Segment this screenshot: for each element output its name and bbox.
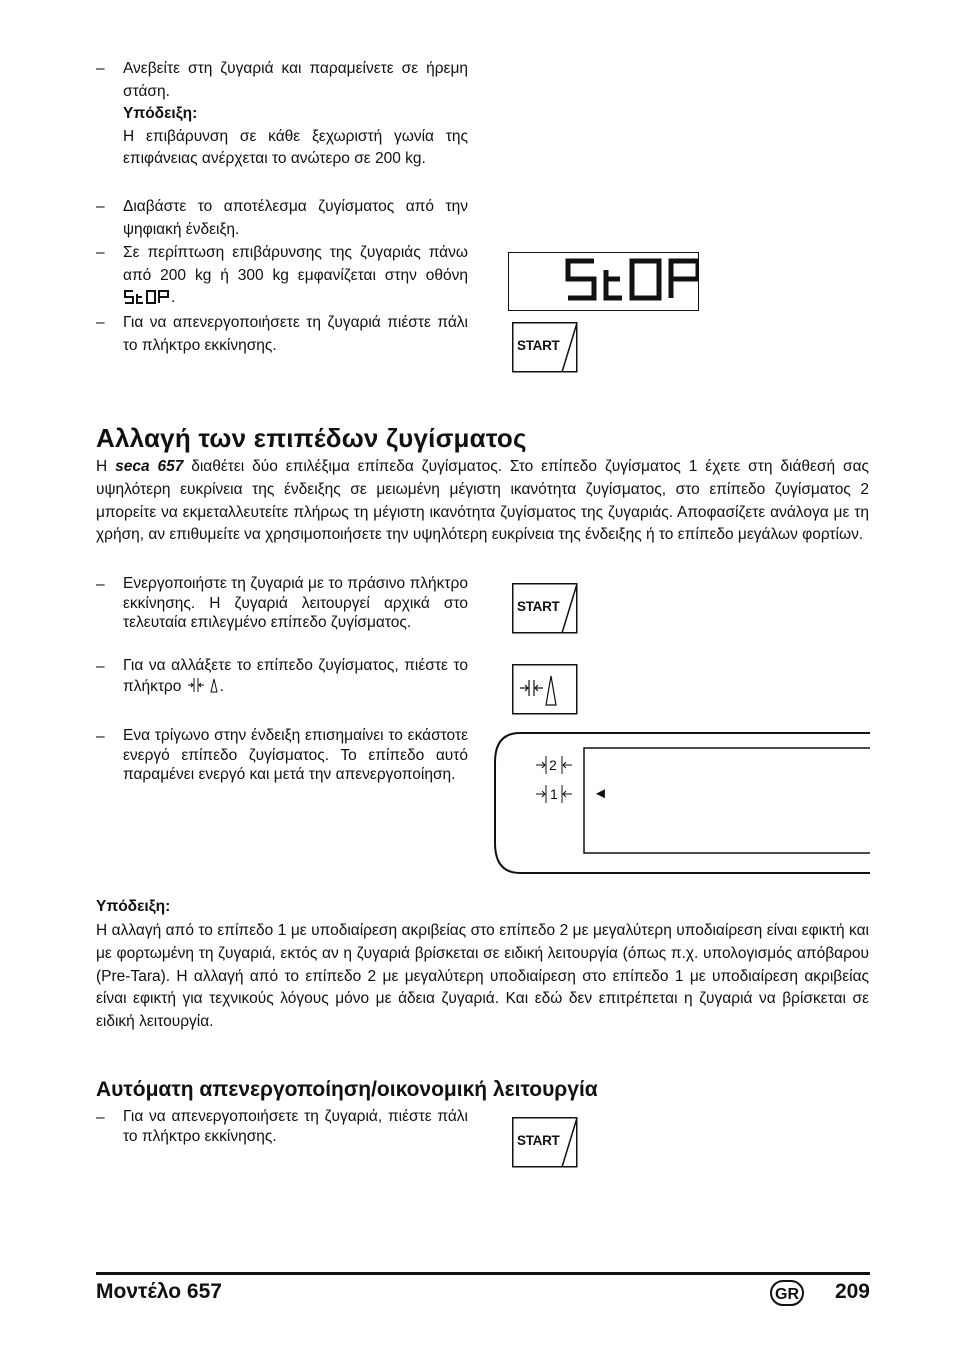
range-display-panel [494,732,874,875]
note-text-2: Η αλλαγή από το επίπεδο 1 με υποδιαίρεση ακριβείας στο επίπεδο 2 με μεγαλύτερη υποδιαίρεση είναι εφικτή και με φορτωμένη τη ζυγαριά, εκτός αν η ζυγαριά βρίσκεται σε ειδική λειτουργία (όπως π.χ. υπολογισμός απόβαρου (Pre-Tara). Η αλλαγή από το επίπεδο 2 με μεγαλύτερη υποδιαίρεση στο επίπεδο 1 με υποδιαίρεση ακριβείας είναι εφικτή για τεχνικούς λόγους μόνο με άδεια ζυγαριά. Και εδώ δεν επιτρέπεται η ζυγαριά να βρίσκεται σε ειδική λειτουργία. [96,922,869,1031]
start-key[interactable] [512,583,580,640]
stop-display-readout [508,252,699,311]
note-block-load [96,103,468,171]
intro-paragraph: Η seca 657 διαθέτει δύο επιλέξιμα επίπεδα ζυγίσματος. Στο επίπεδο ζυγίσματος 1 έχετε στη διάθεσή σας υψηλότερη ευκρίνεια της ένδειξης σε μειωμένη μέγιστη ικανότητα ζυγίσματος, στο επίπεδο ζυγίσματος 2 μπορείτε να εκμεταλλευτείτε πλήρως τη μέγιστη ικανότητα ζυγίσματος της ζυγαριάς. Αποφασίζετε ανάλογα με τη χρήση, αν επιθυμείτε να χρησιμοποιήσετε την υψηλότερη ευκρίνεια της ένδειξης ή το επίπεδο μεγάλων φορτίων. [96,458,870,544]
bullet-read-result: – Διαβάστε το αποτέλεσμα ζυγίσματος από την ψηφιακή ένδειξη. [96,198,468,238]
start-key[interactable] [512,322,580,379]
country-badge: GR [770,1280,804,1306]
start-key-label: START [517,338,560,353]
range-key-symbol-icon [520,676,556,705]
bullet-change-range: – Για να αλλάξετε το επίπεδο ζυγίσματος, πιέστε το πλήκτρο . [96,657,468,695]
bullet-triangle-indicator: – Ενα τρίγωνο στην ένδειξη επισημαίνει το εκάστοτε ενεργό επίπεδο ζυγίσματος. Το επίπεδο αυτό παραμένει ενεργό και μετά την απενεργοποίηση. [96,727,468,783]
note-title: Υπόδειξη: [123,105,198,122]
bullet-switch-off-2: – Για να απενεργοποιήσετε τη ζυγαριά, πιέστε πάλι το πλήκτρο εκκίνησης. [96,1108,468,1145]
note-text: Η επιβάρυνση σε κάθε ξεχωριστή γωνία της επιφάνειας ανέρχεται το ανώτερο σε 200 kg. [123,127,468,167]
start-key[interactable] [512,1117,580,1174]
range-key-icon [186,676,220,694]
range-1-label: 1 [550,786,558,802]
bullet-activate-scale: – Ενεργοποιήστε τη ζυγαριά με το πράσινο πλήκτρο εκκίνησης. Η ζυγαριά λειτουργεί αρχικά στο τελευταία επιλεγμένο επίπεδο ζυγίσματος. [96,575,468,631]
bullet-switch-off: – Για να απενεργοποιήσετε τη ζυγαριά πιέστε πάλι το πλήκτρο εκκίνησης. [96,314,468,354]
range-2-label: 2 [549,757,557,773]
bullet-stand-on-scale: – Ανεβείτε στη ζυγαριά και παραμείνετε σε ήρεμη στάση. [96,60,468,100]
section-heading-auto-off: Αυτόματη απενεργοποίηση/οικονομική λειτουργία [96,1078,598,1101]
start-key-label: START [517,599,560,614]
note-title-2: Υπόδειξη: [96,898,171,915]
bullet-overload: – Σε περίπτωση επιβάρυνσης της ζυγαριάς πάνω από 200 kg ή 300 kg εμφανίζεται στην οθόνη . [96,244,468,306]
range-key[interactable] [512,664,578,721]
stop-display [508,252,699,311]
section-heading-weighing-ranges: Αλλαγή των επιπέδων ζυγίσματος [96,423,527,453]
footer-rule [96,1272,870,1275]
stop-display-icon [123,289,171,305]
active-range-triangle-icon: ◄ [593,785,608,802]
footer-model: Μοντέλο 657 [96,1280,222,1303]
start-key-label: START [517,1133,560,1148]
brand-name: seca 657 [115,458,184,475]
page-number: 209 [834,1280,870,1303]
